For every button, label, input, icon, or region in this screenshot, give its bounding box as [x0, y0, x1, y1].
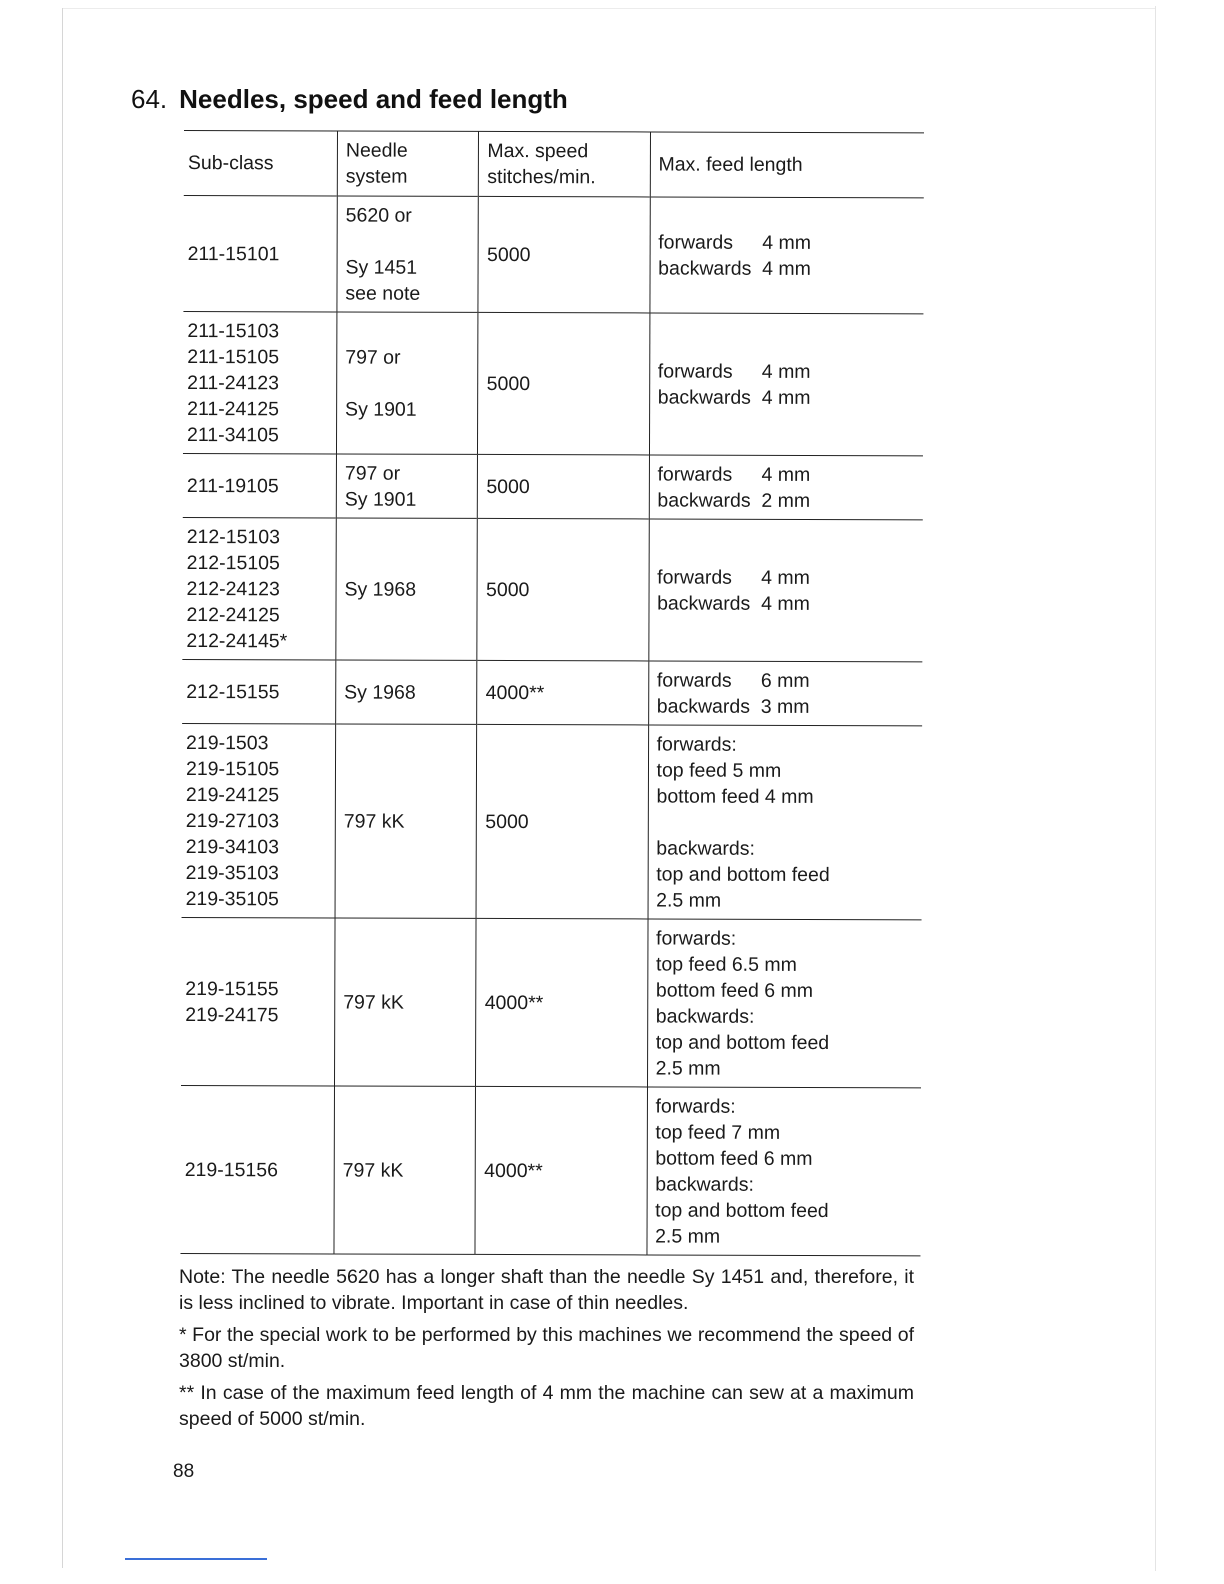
- header-max-feed-length: Max. feed length: [650, 132, 924, 198]
- feed-line: 2.5 mm: [656, 888, 722, 912]
- header-max-speed: [479, 131, 650, 197]
- cell-max-feed-length: [649, 313, 923, 456]
- table-row: [182, 723, 923, 919]
- subclass-value: 212-15155: [186, 680, 280, 703]
- feed-value: 6 mm: [760, 669, 810, 692]
- feed-direction: forwards: [657, 565, 732, 589]
- section-number: 64.: [131, 84, 168, 114]
- cell-subclass: [183, 453, 337, 517]
- line-gap: [346, 228, 471, 254]
- cell-max-speed: [475, 1086, 647, 1255]
- feed-row: [658, 229, 916, 256]
- table-header-row: [184, 131, 924, 198]
- footnote-double-asterisk: ** In case of the maximum feed length of 4 mm the machine can sew at a maximum speed of 5000 st/min.: [179, 1382, 914, 1430]
- feed-direction: forwards: [656, 668, 732, 692]
- subclass-value: 211-19105: [186, 474, 279, 497]
- feed-row: [657, 461, 915, 488]
- cell-max-speed: [478, 196, 649, 313]
- needle-value: 5620 or: [345, 204, 412, 227]
- speed-value: 5000: [486, 372, 531, 395]
- bottom-link-underline: [125, 1558, 267, 1560]
- feed-line: 2.5 mm: [655, 1056, 721, 1080]
- feed-row: [657, 487, 915, 514]
- feed-line: top and bottom feed: [655, 1030, 830, 1054]
- feed-direction: forwards: [658, 230, 734, 254]
- subclass-value: 219-24175: [185, 1003, 279, 1026]
- header-subclass: Sub-class: [187, 152, 274, 175]
- needle-value: 797 kK: [343, 810, 405, 833]
- cell-max-speed: [476, 918, 648, 1087]
- note-paragraph: Note: The needle 5620 has a longer shaft than the needle Sy 1451 and, therefore, it is less inclined to vibrate. Important in case of thin needles.: [179, 1266, 914, 1314]
- scan-edge-left: [62, 8, 63, 1568]
- table-body: [180, 195, 923, 1255]
- cell-subclass: [181, 917, 335, 1085]
- footnote-single-asterisk: * For the special work to be performed by this machines we recommend the speed of 3800 st/min.: [179, 1324, 914, 1372]
- cell-subclass: [182, 659, 336, 723]
- needle-value: 797 kK: [342, 1159, 404, 1182]
- notes-section: [179, 1264, 914, 1438]
- cell-subclass: [180, 1085, 334, 1253]
- header-speed-line: Max. speed: [487, 139, 589, 163]
- feed-line: forwards:: [656, 732, 737, 756]
- scan-edge-top: [62, 8, 1156, 9]
- cell-max-feed-length: [647, 919, 921, 1088]
- feed-row: [657, 667, 915, 694]
- feed-value: 4 mm: [761, 386, 811, 409]
- feed-line: backwards:: [656, 836, 755, 860]
- cell-max-feed-length: [649, 455, 923, 520]
- feed-direction: forwards: [657, 359, 733, 383]
- feed-value: 4 mm: [762, 231, 812, 254]
- table-row: [183, 453, 923, 519]
- subclass-value: 212-15103: [186, 525, 281, 548]
- table-row: [182, 517, 922, 661]
- cell-needle-system: [336, 660, 478, 724]
- subclass-value: 219-27103: [185, 809, 280, 832]
- subclass-value: 211-24125: [187, 397, 279, 420]
- specification-table: [180, 130, 924, 1256]
- subclass-value: 219-24125: [185, 783, 280, 806]
- speed-value: 5000: [485, 810, 529, 833]
- feed-line: top feed 7 mm: [655, 1120, 781, 1144]
- subclass-value: 212-24123: [186, 577, 280, 600]
- subclass-value: 219-35103: [185, 861, 279, 884]
- feed-line: top and bottom feed: [656, 862, 830, 886]
- feed-row: [657, 590, 915, 617]
- feed-row: [657, 564, 915, 591]
- cell-max-speed: [477, 660, 648, 725]
- feed-direction: backwards: [656, 694, 751, 718]
- subclass-value: 212-24125: [186, 603, 280, 626]
- needle-value: Sy 1968: [344, 578, 417, 601]
- subclass-value: 212-15105: [186, 551, 280, 574]
- section-title: Needles, speed and feed length: [179, 84, 568, 114]
- needle-value: Sy 1451: [345, 256, 418, 279]
- feed-value: 4 mm: [761, 360, 811, 383]
- feed-direction: backwards: [657, 591, 751, 615]
- feed-value: 4 mm: [762, 257, 811, 280]
- feed-line: bottom feed 4 mm: [656, 784, 814, 808]
- header-needle-line: system: [345, 165, 408, 188]
- table-row: [183, 195, 923, 313]
- cell-max-feed-length: [648, 519, 922, 662]
- feed-value: 4 mm: [761, 592, 810, 615]
- subclass-value: 211-34105: [187, 423, 279, 446]
- needle-value: 797 or: [345, 346, 401, 369]
- feed-direction: forwards: [657, 462, 733, 486]
- feed-direction: backwards: [657, 385, 751, 409]
- subclass-value: 219-15105: [185, 757, 280, 780]
- subclass-value: 211-15103: [187, 319, 280, 342]
- feed-value: 4 mm: [761, 566, 810, 589]
- line-gap: [345, 370, 470, 396]
- feed-row: [657, 693, 915, 720]
- cell-needle-system: [337, 196, 479, 312]
- subclass-value: 219-1503: [186, 731, 269, 754]
- speed-value: 4000**: [484, 991, 544, 1014]
- feed-direction: backwards: [657, 488, 751, 512]
- table-row: [182, 659, 922, 725]
- cell-needle-system: [336, 454, 478, 518]
- section-heading: [131, 84, 568, 115]
- table-row: [180, 1085, 921, 1255]
- feed-value: 2 mm: [761, 489, 811, 512]
- feed-value: 4 mm: [761, 463, 811, 486]
- feed-line: backwards:: [655, 1172, 754, 1196]
- page-number: 88: [173, 1461, 195, 1482]
- speed-value: 5000: [486, 475, 530, 498]
- feed-row: [658, 384, 916, 411]
- feed-line: forwards:: [655, 1094, 736, 1118]
- feed-line: bottom feed 6 mm: [655, 978, 814, 1002]
- subclass-value: 219-15155: [185, 977, 279, 1000]
- cell-max-speed: [476, 724, 648, 919]
- cell-subclass: [183, 311, 337, 453]
- feed-row: [658, 255, 916, 282]
- subclass-value: 212-24145*: [186, 629, 288, 652]
- feed-line: top feed 6.5 mm: [655, 952, 797, 976]
- header-needle-system: [337, 131, 479, 196]
- cell-max-feed-length: [648, 661, 922, 726]
- table-row: [181, 917, 922, 1087]
- feed-line: bottom feed 6 mm: [655, 1146, 813, 1170]
- cell-subclass: [182, 723, 336, 917]
- feed-line: backwards:: [655, 1004, 755, 1028]
- cell-max-speed: [478, 312, 650, 455]
- needle-value: 797 kK: [343, 991, 404, 1014]
- cell-max-feed-length: [650, 197, 924, 314]
- line-gap: [656, 809, 914, 836]
- feed-direction: backwards: [658, 256, 752, 280]
- cell-max-speed: [477, 518, 649, 661]
- feed-row: [658, 358, 916, 385]
- feed-value: 3 mm: [760, 695, 810, 718]
- subclass-value: 211-15105: [187, 345, 280, 368]
- cell-max-feed-length: [647, 1087, 921, 1256]
- subclass-value: 219-35105: [185, 887, 279, 910]
- cell-subclass: [183, 195, 337, 311]
- cell-needle-system: [334, 1086, 476, 1254]
- needle-value: see note: [345, 282, 421, 305]
- needle-value: Sy 1968: [344, 681, 416, 704]
- scan-edge-right: [1155, 6, 1156, 1571]
- header-needle-line: Needle: [345, 139, 408, 162]
- subclass-value: 219-34103: [185, 835, 280, 858]
- subclass-value: 219-15156: [184, 1158, 279, 1181]
- cell-needle-system: [336, 312, 478, 454]
- speed-value: 5000: [487, 243, 531, 266]
- needle-value: 797 or: [344, 462, 401, 485]
- cell-max-speed: [478, 454, 649, 519]
- cell-subclass: [182, 517, 336, 659]
- speed-value: 4000**: [485, 681, 545, 704]
- speed-value: 5000: [485, 578, 530, 601]
- cell-needle-system: [335, 724, 477, 918]
- header-speed-line: stitches/min.: [487, 165, 596, 189]
- feed-line: forwards:: [656, 926, 737, 950]
- speed-value: 4000**: [484, 1159, 543, 1182]
- feed-line: top and bottom feed: [655, 1198, 829, 1222]
- cell-needle-system: [334, 918, 476, 1086]
- feed-line: top feed 5 mm: [656, 758, 782, 782]
- needle-value: Sy 1901: [345, 398, 417, 421]
- cell-needle-system: [336, 518, 478, 660]
- needle-value: Sy 1901: [344, 488, 417, 511]
- cell-max-feed-length: [648, 725, 923, 920]
- feed-line: 2.5 mm: [655, 1224, 721, 1248]
- subclass-value: 211-15101: [187, 242, 280, 265]
- table-row: [183, 311, 923, 455]
- subclass-value: 211-24123: [187, 371, 280, 394]
